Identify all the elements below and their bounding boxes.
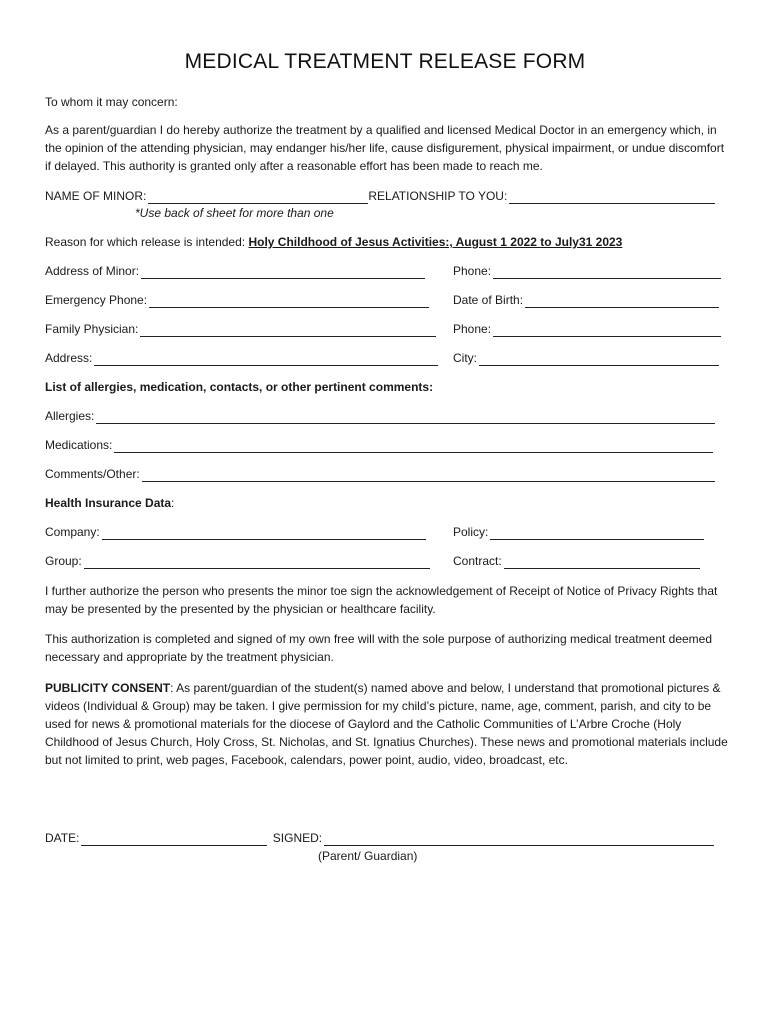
intro-paragraph: As a parent/guardian I do hereby authorize the treatment by a qualified and licensed Medical Doctor in an emergency which, in the opinion of the attending physician, may endanger his/her life, cause disfigurement, physical impairment, or undue discomfort if delayed. This authority is granted only after a reasonable effort has been made to reach me. — [45, 123, 725, 173]
phone2-label: Phone: — [453, 322, 492, 336]
dob-label: Date of Birth: — [453, 293, 524, 307]
group-field[interactable] — [45, 554, 430, 569]
city-label: City: — [453, 351, 477, 365]
emergency-phone-label: Emergency Phone: — [45, 293, 148, 307]
phone2-field[interactable] — [453, 322, 721, 337]
address-label: Address: — [45, 351, 93, 365]
relationship-blank[interactable] — [509, 192, 715, 204]
city-field[interactable] — [453, 351, 719, 366]
date-blank[interactable] — [81, 834, 267, 846]
company-label: Company: — [45, 525, 100, 539]
reason-label: Reason for which release is intended: — [45, 235, 246, 249]
contract-label: Contract: — [453, 554, 502, 568]
privacy-paragraph: I further authorize the person who presents the minor toe sign the acknowledgement of Receipt of Notice of Privacy Rights that may be presented by the presented by the physician or healthcare facility. — [45, 584, 718, 616]
emergency-phone-field[interactable] — [45, 293, 429, 308]
insurance-heading — [45, 496, 174, 511]
medications-field[interactable] — [45, 438, 713, 453]
allergies-blank[interactable] — [96, 412, 715, 424]
family-physician-field[interactable] — [45, 322, 436, 337]
minor-name-blank[interactable] — [148, 192, 368, 204]
emergency-phone-blank[interactable] — [149, 296, 429, 308]
relationship-label: RELATIONSHIP TO YOU: — [368, 189, 508, 203]
reason-value: Holy Childhood of Jesus Activities:, August 1 2022 to July31 2023 — [248, 235, 623, 249]
form-title: MEDICAL TREATMENT RELEASE FORM — [184, 50, 586, 73]
contract-field[interactable] — [453, 554, 700, 569]
comments-label: Comments/Other: — [45, 467, 140, 481]
insurance-heading-text: Health Insurance Data — [45, 496, 172, 510]
insurance-heading-colon: : — [171, 496, 175, 510]
publicity-paragraph — [45, 679, 730, 769]
medications-blank[interactable] — [114, 441, 713, 453]
minor-name-label: NAME OF MINOR: — [45, 189, 147, 203]
medications-label: Medications: — [45, 438, 113, 452]
phone1-blank[interactable] — [493, 267, 721, 279]
family-physician-label: Family Physician: — [45, 322, 139, 336]
address-field[interactable] — [45, 351, 438, 366]
group-blank[interactable] — [84, 557, 430, 569]
phone1-label: Phone: — [453, 264, 492, 278]
signature-row — [45, 831, 714, 846]
family-physician-blank[interactable] — [140, 325, 436, 337]
company-blank[interactable] — [102, 528, 426, 540]
comments-blank[interactable] — [142, 470, 715, 482]
phone1-field[interactable] — [453, 264, 721, 279]
group-label: Group: — [45, 554, 82, 568]
comments-field[interactable] — [45, 467, 715, 482]
allergies-field[interactable] — [45, 409, 715, 424]
publicity-text: : As parent/guardian of the student(s) named above and below, I understand that promotional pictures & videos (Individual & Group) may be taken. I give permission for my child’s picture, name, age, comment, parish, and city to be used for news & promotional materials for the diocese of Gaylord and the Catholic Communities of L’Arbre Croche (Holy Childhood of Jesus Church, Holy Cross, St. Nicholas, and St. Ignatius Churches). These news and promotional materials include but not limited to print, web pages, Facebook, calendars, power point, audio, video, broadcast, etc. — [45, 681, 728, 767]
date-field[interactable] — [45, 831, 267, 846]
dob-blank[interactable] — [525, 296, 719, 308]
policy-label: Policy: — [453, 525, 489, 539]
reason-row — [45, 235, 622, 250]
signed-label: SIGNED: — [272, 831, 323, 845]
minor-row — [45, 189, 715, 204]
signer-caption: (Parent/ Guardian) — [318, 849, 418, 863]
phone2-blank[interactable] — [493, 325, 721, 337]
salutation: To whom it may concern: — [45, 95, 178, 109]
signed-field[interactable] — [273, 831, 714, 846]
company-field[interactable] — [45, 525, 426, 540]
address-minor-label: Address of Minor: — [45, 264, 140, 278]
allergies-label: Allergies: — [45, 409, 95, 423]
contract-blank[interactable] — [504, 557, 700, 569]
dob-field[interactable] — [453, 293, 719, 308]
policy-field[interactable] — [453, 525, 704, 540]
relationship-field[interactable] — [368, 189, 715, 204]
signed-blank[interactable] — [324, 834, 714, 846]
date-label: DATE: — [45, 831, 80, 845]
allergies-heading: List of allergies, medication, contacts, or other pertinent comments: — [45, 380, 434, 394]
minor-name-field[interactable] — [45, 189, 368, 204]
address-blank[interactable] — [94, 354, 438, 366]
publicity-heading: PUBLICITY CONSENT — [45, 681, 171, 695]
city-blank[interactable] — [479, 354, 719, 366]
authorization-paragraph: This authorization is completed and signed of my own free will with the sole purpose of authorizing medical treatment deemed necessary and appropriate by the treatment physician. — [45, 632, 713, 664]
address-minor-blank[interactable] — [141, 267, 425, 279]
address-minor-field[interactable] — [45, 264, 425, 279]
policy-blank[interactable] — [490, 528, 704, 540]
minor-note: *Use back of sheet for more than one — [135, 206, 334, 220]
